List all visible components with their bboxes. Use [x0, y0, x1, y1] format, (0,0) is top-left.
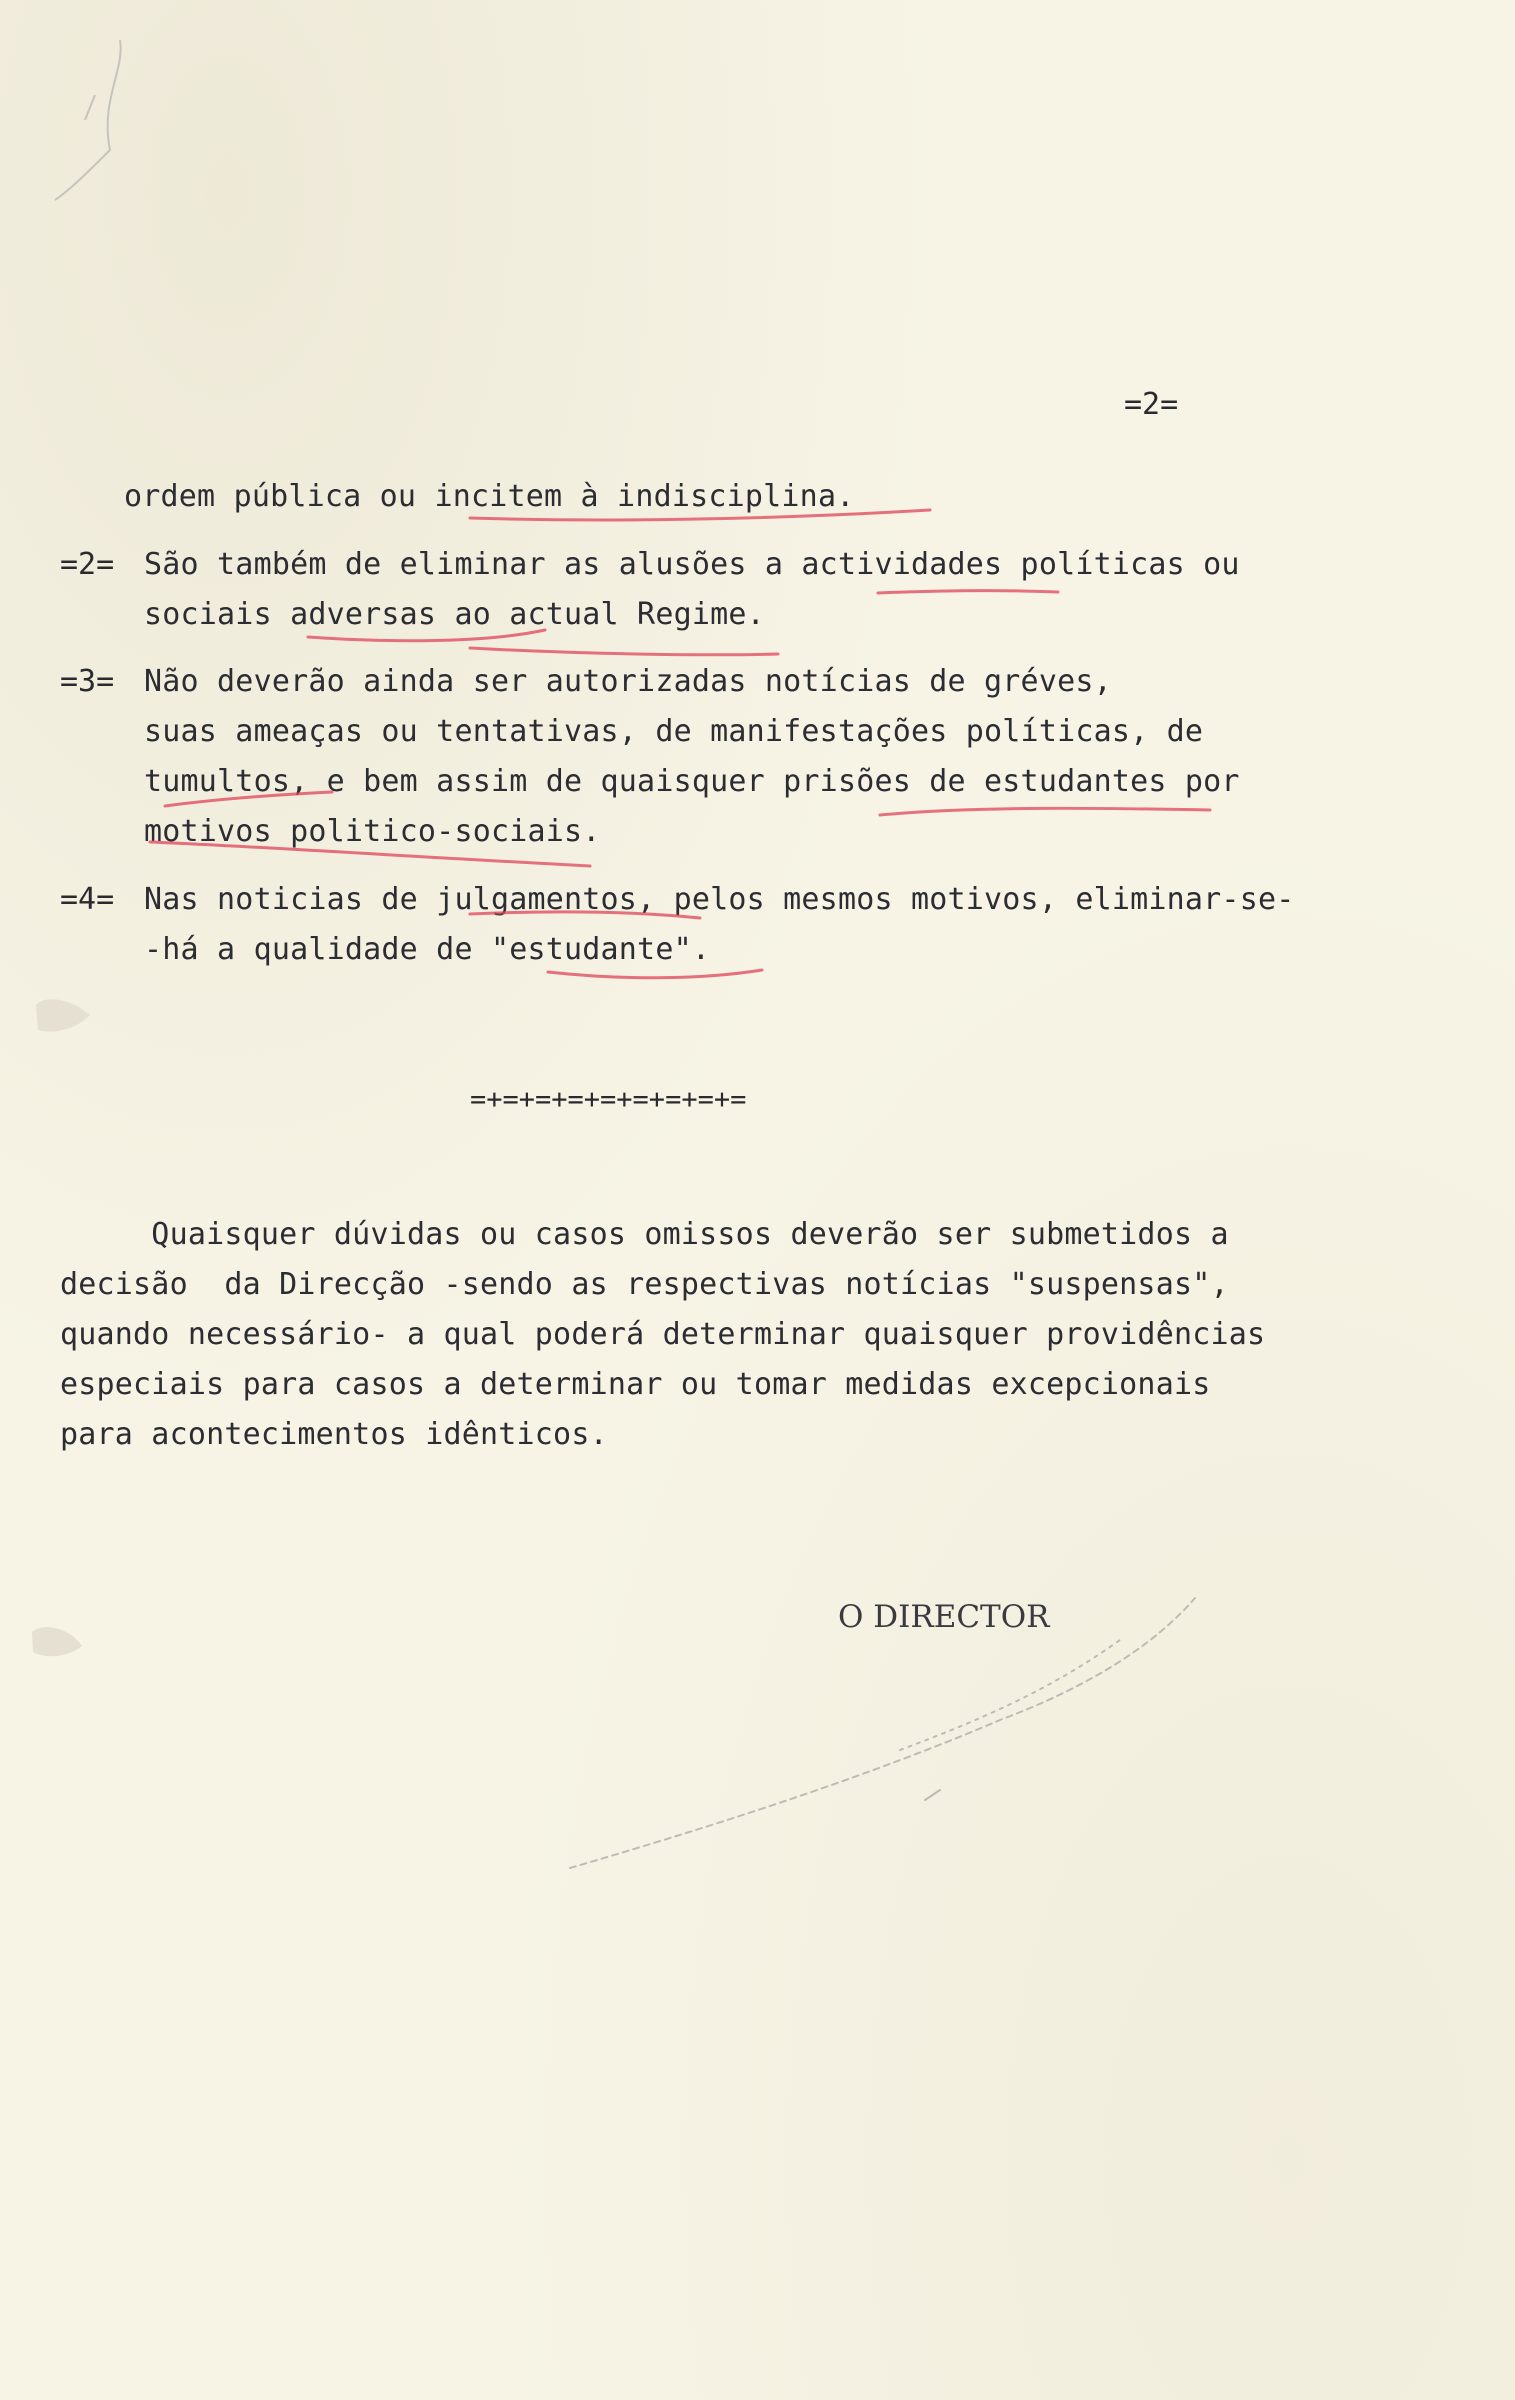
item-4-line-2: -há a qualidade de "estudante".	[144, 932, 711, 967]
item-3-line-3: tumultos, e bem assim de quaisquer prisões de estudantes por	[144, 764, 1240, 799]
paper-tear-1	[36, 999, 90, 1031]
item-marker-2: =2=	[60, 547, 115, 582]
closing-line-4: especiais para casos a determinar ou tomar medidas excepcionais	[60, 1367, 1211, 1402]
closing-line-1: Quaisquer dúvidas ou casos omissos deverão ser submetidos a	[60, 1217, 1229, 1252]
item-marker-4: =4=	[60, 882, 115, 917]
continuation-line: ordem pública ou incitem à indisciplina.	[124, 479, 855, 514]
signature-stroke-2	[900, 1640, 1120, 1750]
underline-prisoes-estudantes	[880, 808, 1210, 815]
item-3-line-4: motivos politico-sociais.	[144, 814, 601, 849]
staple-scratch-2	[85, 95, 95, 120]
closing-line-2: decisão da Direcção -sendo as respectivas notícias "suspensas",	[60, 1267, 1229, 1302]
paper-tear-2	[32, 1627, 82, 1656]
underline-regime-stroke	[470, 648, 778, 655]
underline-actividades	[878, 591, 1058, 593]
item-4-line-1: Nas noticias de julgamentos, pelos mesmos motivos, eliminar-se-	[144, 882, 1295, 917]
section-separator: =+=+=+=+=+=+=+=+=	[470, 1084, 747, 1115]
page-number: =2=	[1124, 387, 1179, 422]
item-2-line-1: São também de eliminar as alusões a actividades políticas ou	[144, 547, 1240, 582]
item-2-line-2: sociais adversas ao actual Regime.	[144, 597, 765, 632]
director-signature-title: O DIRECTOR	[838, 1599, 1050, 1635]
closing-line-5: para acontecimentos idênticos.	[60, 1417, 608, 1452]
item-3-line-2: suas ameaças ou tentativas, de manifestações políticas, de	[144, 714, 1204, 749]
item-marker-3: =3=	[60, 664, 115, 699]
corner-marks	[55, 40, 121, 200]
item-3-line-1: Não deverão ainda ser autorizadas notícias de gréves,	[144, 664, 1112, 699]
closing-line-3: quando necessário- a qual poderá determinar quaisquer providências	[60, 1317, 1266, 1352]
staple-scratch	[55, 40, 121, 200]
signature-tick	[925, 1790, 940, 1800]
